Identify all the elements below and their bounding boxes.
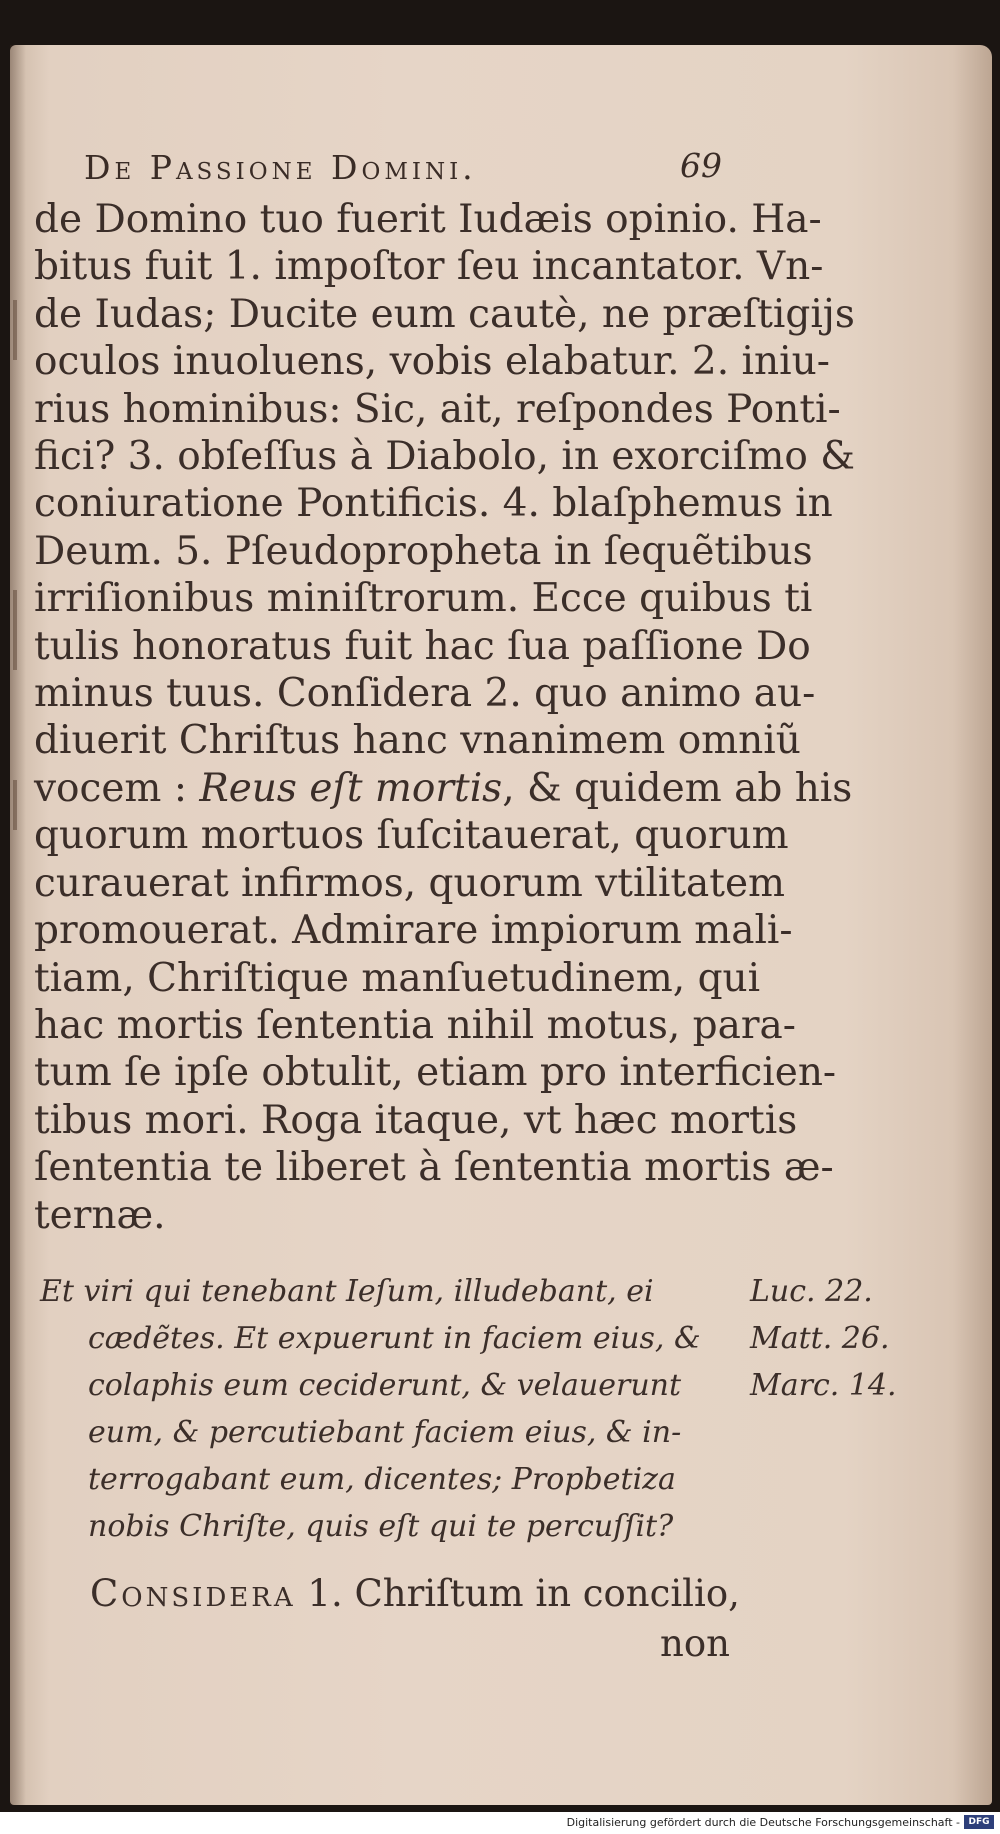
catchword: non [660, 1622, 730, 1665]
margin-ref: Matt. 26. [750, 1321, 890, 1356]
footer-credit: Digitalisierung gefördert durch die Deutsche Forschungsgemeinschaft - [566, 1816, 960, 1829]
body-line: quorum mortuos ſuſcitauerat, quorum [34, 813, 789, 859]
consider-rest: 1. Chriſtum in concilio, [295, 1572, 740, 1615]
body-line: promouerat. Admirare impiorum mali- [34, 908, 793, 954]
margin-mark [13, 780, 17, 830]
body-line: diuerit Chriſtus hanc vnanimem omniũ [34, 718, 801, 764]
body-line: tum ſe ipſe obtulit, etiam pro interficien- [34, 1050, 837, 1096]
margin-ref: Luc. 22. [750, 1274, 873, 1309]
body-line: de Iudas; Ducite eum cautè, ne præſtigijs [34, 291, 855, 337]
consider-line [90, 1572, 740, 1615]
quote-line: nobis Chriſte, quis eſt qui te percuſſit? [88, 1509, 674, 1544]
body-line: curauerat infirmos, quorum vtilitatem [34, 860, 786, 906]
margin-ref: Marc. 14. [750, 1368, 897, 1403]
dfg-logo: DFG [964, 1815, 994, 1829]
consider-smallcaps: Considera [90, 1572, 296, 1615]
quote-line: eum, & percutiebant faciem eius, & in- [88, 1415, 682, 1450]
margin-mark [13, 300, 17, 360]
body-line: ternæ. [34, 1192, 166, 1238]
body-line: de Domino tuo fuerit Iudæis opinio. Ha- [34, 197, 822, 242]
body-line: irriſionibus miniſtrorum. Ecce quibus ti [34, 576, 813, 622]
body-line: rius hominibus: Sic, ait, reſpondes Ponti- [34, 386, 841, 432]
scripture-quote [40, 1268, 740, 1550]
margin-references [750, 1268, 930, 1409]
quote-line: colaphis eum ceciderunt, & velauerunt [88, 1368, 682, 1403]
reus-italic: Reus eſt mortis [199, 765, 503, 811]
body-line: Deum. 5. Pſeudopropheta in ſequẽtibus [34, 528, 813, 574]
quote-line: Et viri qui tenebant Ieſum, illudebant, ei [40, 1274, 654, 1309]
running-head: De Passione Domini. [84, 148, 477, 187]
body-line: tiam, Chriſtique manſuetudinem, qui [34, 955, 761, 1001]
quote-line: cædẽtes. Et expuerunt in faciem eius, & [88, 1321, 701, 1356]
page-number: 69 [680, 146, 722, 185]
body-line: coniuratione Pontificis. 4. blaſphemus in [34, 481, 833, 527]
body-text [34, 196, 855, 1239]
body-line-reus [34, 765, 853, 812]
body-line: bitus fuit 1. impoſtor ſeu incantator. Vn- [34, 244, 824, 290]
body-line: tulis honoratus fuit hac ſua paſſione Do [34, 623, 811, 669]
body-line: minus tuus. Conſidera 2. quo animo au- [34, 671, 816, 717]
body-line: hac mortis ſententia nihil motus, para- [34, 1002, 796, 1048]
body-line: fici? 3. obſeſſus à Diabolo, in exorciſmo & [34, 434, 855, 480]
body-line: tibus mori. Roga itaque, vt hæc mortis [34, 1097, 798, 1143]
margin-mark [13, 590, 17, 670]
reus-post: , & quidem ab his [502, 765, 853, 811]
body-line: ſententia te liberet à ſententia mortis æ- [34, 1145, 834, 1191]
quote-line: terrogabant eum, dicentes; Propbetiza [88, 1462, 676, 1497]
reus-pre: vocem : [34, 765, 200, 811]
body-line: oculos inuoluens, vobis elabatur. 2. iniu- [34, 339, 830, 385]
